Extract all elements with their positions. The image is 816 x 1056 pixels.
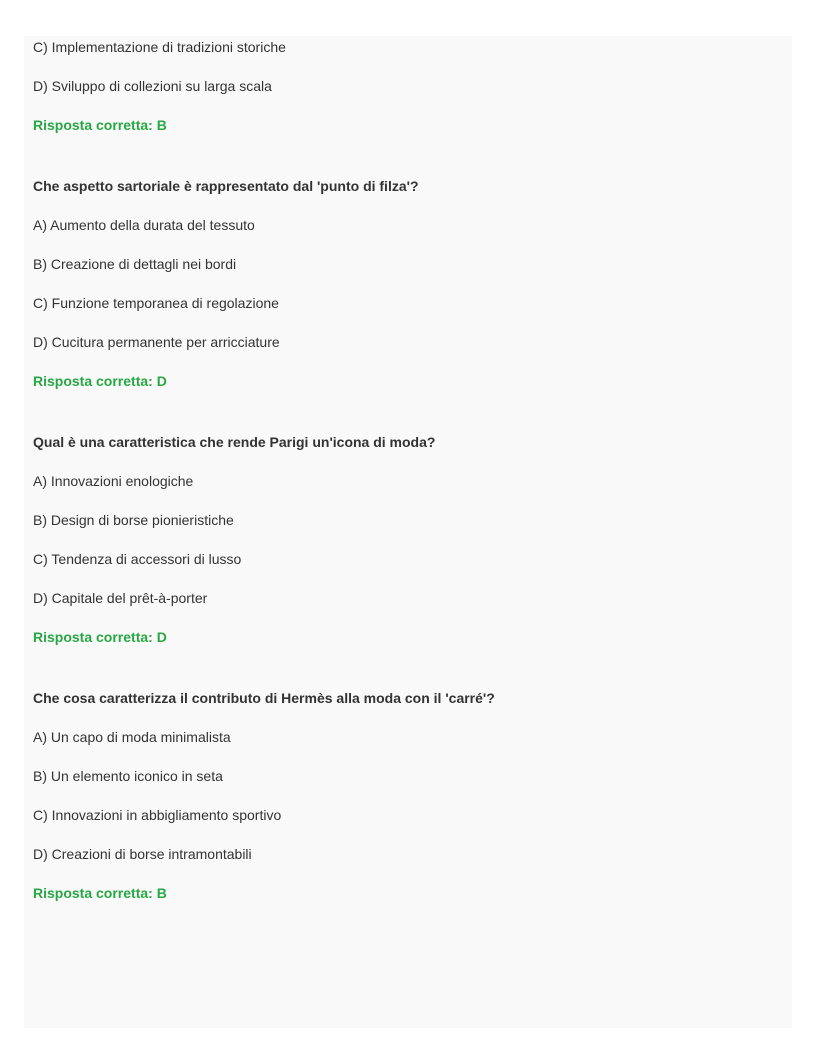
- option-d: D) Creazioni di borse intramontabili: [33, 846, 252, 862]
- correct-answer: Risposta corretta: D: [33, 629, 167, 645]
- option-a: A) Innovazioni enologiche: [33, 473, 194, 489]
- option-c: C) Implementazione di tradizioni storiche: [33, 39, 286, 55]
- option-d: D) Cucitura permanente per arricciature: [33, 334, 280, 350]
- option-a: A) Un capo di moda minimalista: [33, 729, 231, 745]
- correct-answer: Risposta corretta: B: [33, 885, 167, 901]
- correct-answer: Risposta corretta: B: [33, 117, 167, 133]
- option-c: C) Funzione temporanea di regolazione: [33, 295, 279, 311]
- correct-answer: Risposta corretta: D: [33, 373, 167, 389]
- option-a: A) Aumento della durata del tessuto: [33, 217, 255, 233]
- option-d: D) Sviluppo di collezioni su larga scala: [33, 78, 272, 94]
- option-c: C) Innovazioni in abbigliamento sportivo: [33, 807, 282, 823]
- question-title: Che cosa caratterizza il contributo di Hermès alla moda con il 'carré'?: [33, 690, 495, 706]
- option-d: D) Capitale del prêt-à-porter: [33, 590, 208, 606]
- option-b: B) Creazione di dettagli nei bordi: [33, 256, 237, 272]
- option-b: B) Un elemento iconico in seta: [33, 768, 223, 784]
- quiz-content: [24, 39, 792, 902]
- question-title: Che aspetto sartoriale è rappresentato dal 'punto di filza'?: [33, 178, 419, 194]
- quiz-page: [24, 36, 792, 1028]
- option-b: B) Design di borse pionieristiche: [33, 512, 234, 528]
- question-title: Qual è una caratteristica che rende Parigi un'icona di moda?: [33, 434, 436, 450]
- option-c: C) Tendenza di accessori di lusso: [33, 551, 242, 567]
